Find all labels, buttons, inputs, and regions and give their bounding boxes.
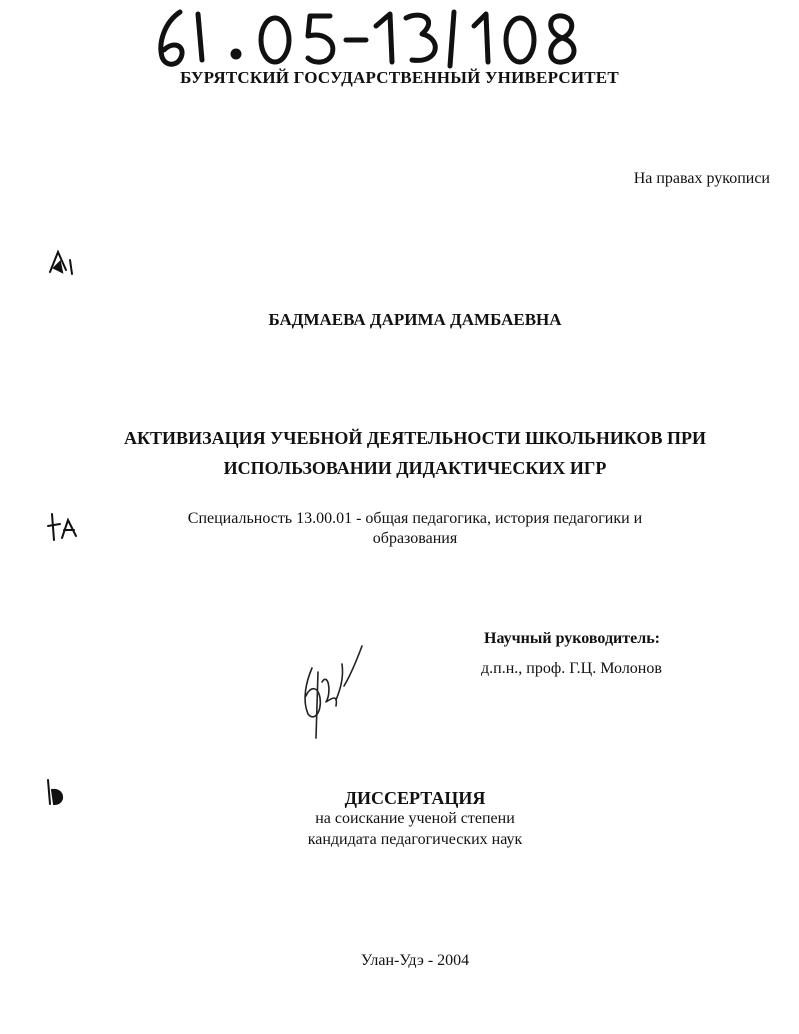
city-year: Улан-Удэ - 2004 [360, 952, 470, 969]
dissertation-title-line-1: АКТИВИЗАЦИЯ УЧЕБНОЙ ДЕЯТЕЛЬНОСТИ ШКОЛЬНИКОВ ПРИ [124, 428, 706, 448]
specialty-line-2: образования [372, 530, 458, 547]
supervisor-label: Научный руководитель: [484, 630, 660, 647]
handwritten-signature [292, 642, 364, 742]
document-type-heading: ДИССЕРТАЦИЯ [344, 788, 486, 808]
dissertation-title-line-2: ИСПОЛЬЗОВАНИИ ДИДАКТИЧЕСКИХ ИГР [223, 458, 607, 478]
rights-note: На правах рукописи [633, 170, 770, 187]
handwritten-catalog-number [150, 2, 590, 72]
specialty-line-1: Специальность 13.00.01 - общая педагогика, история педагогики и [187, 510, 643, 527]
supervisor-name: д.п.н., проф. Г.Ц. Молонов [481, 660, 662, 677]
university-name: БУРЯТСКИЙ ГОСУДАРСТВЕННЫЙ УНИВЕРСИТЕТ [180, 68, 619, 87]
degree-line-1: на соискание ученой степени [315, 810, 515, 827]
degree-line-2: кандидата педагогических наук [307, 831, 523, 848]
author-name: БАДМАЕВА ДАРИМА ДАМБАЕВНА [268, 310, 562, 329]
margin-mark [46, 248, 76, 276]
